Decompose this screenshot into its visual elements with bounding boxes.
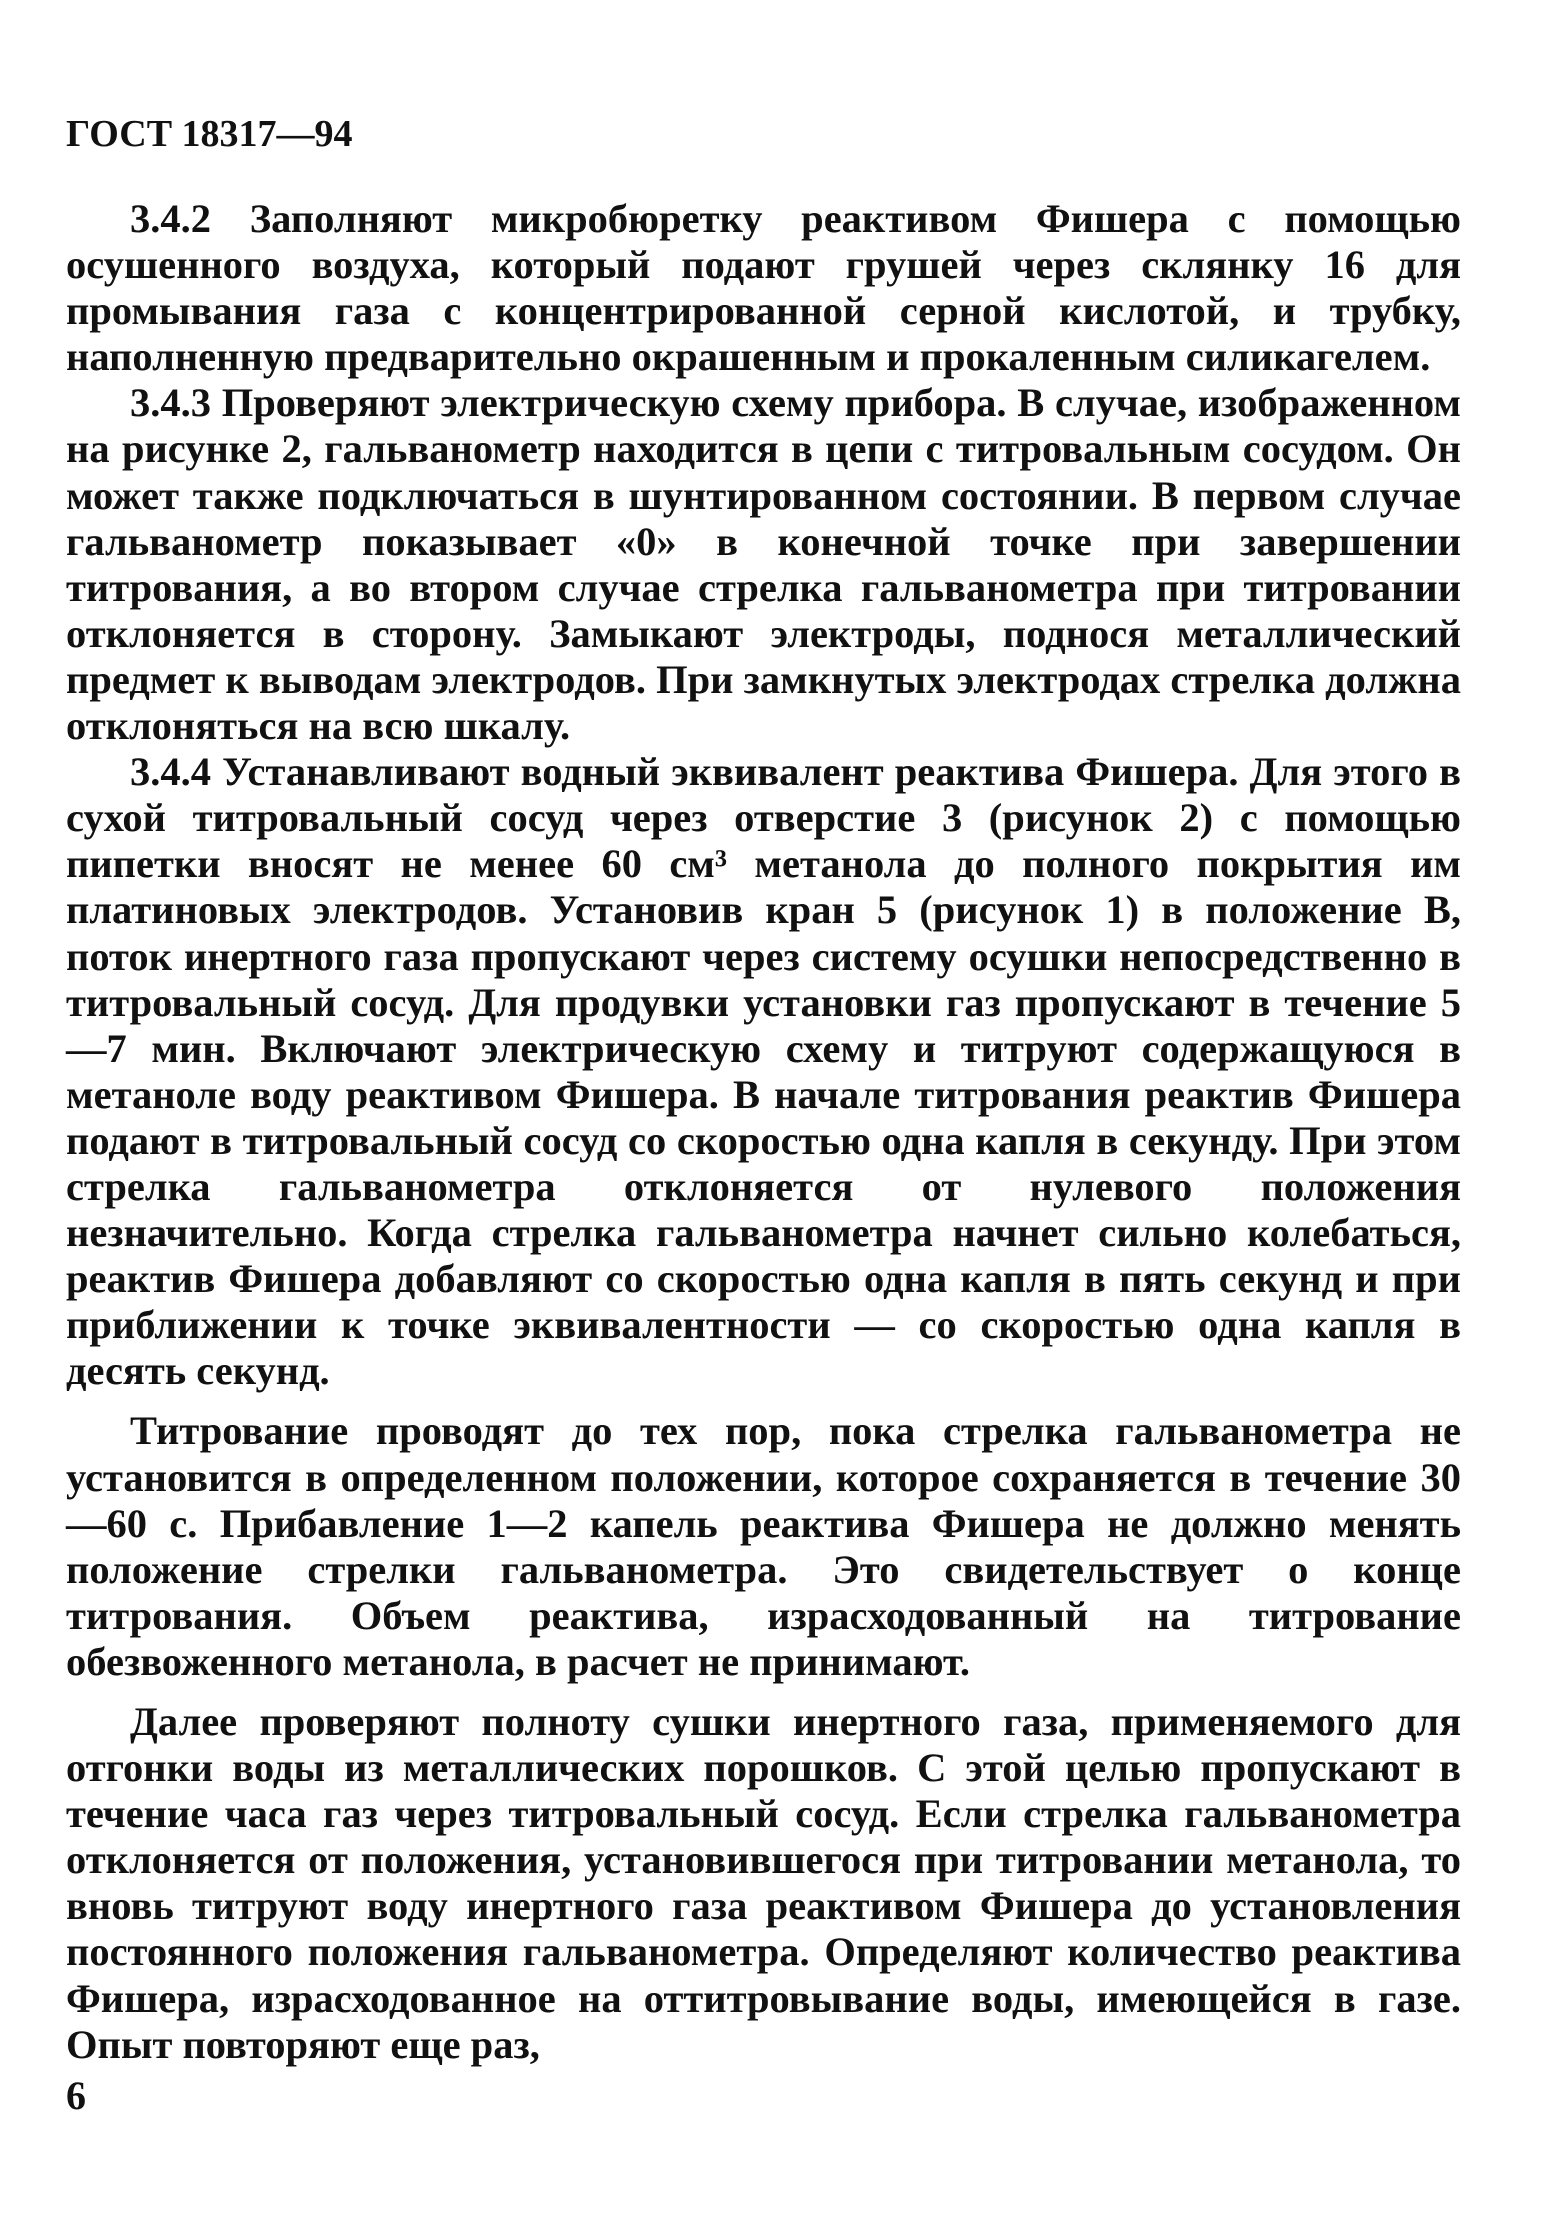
paragraph-3-4-3: 3.4.3 Проверяют электрическую схему прибора. В случае, изображенном на рисунке 2, гальванометр находится в цепи с титровальным сосудом. Он может также подключаться в шунтированном состоянии. В первом случае гальванометр показывает «0» в конечной точке при завершении титрования, а во втором случае стрелка гальванометра при титровании отклоняется в сторону. Замыкают электроды, поднося металлический предмет к выводам электродов. При замкнутых электродах стрелка должна отклоняться на всю шкалу. — [66, 380, 1461, 749]
paragraph-3-4-2: 3.4.2 Заполняют микробюретку реактивом Фишера с помощью осушенного воздуха, который подают грушей через склянку 16 для промывания газа с концентрированной серной кислотой, и трубку, наполненную предварительно окрашенным и прокаленным силикагелем. — [66, 196, 1461, 380]
paragraph-3-4-4: 3.4.4 Устанавливают водный эквивалент реактива Фишера. Для этого в сухой титровальный сосуд через отверстие 3 (рисунок 2) с помощью пипетки вносят не менее 60 см³ метанола до полного покрытия им платиновых электродов. Установив кран 5 (рисунок 1) в положение В, поток инертного газа пропускают через систему осушки непосредственно в титровальный сосуд. Для продувки установки газ пропускают в течение 5—7 мин. Включают электрическую схему и титруют содержащуюся в метаноле воду реактивом Фишера. В начале титрования реактив Фишера подают в титровальный сосуд со скоростью одна капля в секунду. При этом стрелка гальванометра отклоняется от нулевого положения незначительно. Когда стрелка гальванометра начнет сильно колебаться, реактив Фишера добавляют со скоростью одна капля в пять секунд и при приближении к точке эквивалентности — со скоростью одна капля в десять секунд. — [66, 749, 1461, 1394]
paragraph-gas-drying: Далее проверяют полноту сушки инертного газа, применяемого для отгонки воды из металлических порошков. С этой целью пропускают в течение часа газ через титровальный сосуд. Если стрелка гальванометра отклоняется от положения, установившегося при титровании метанола, то вновь титруют воду инертного газа реактивом Фишера до установления постоянного положения гальванометра. Определяют количество реактива Фишера, израсходованное на оттитровывание воды, имеющейся в газе. Опыт повторяют еще раз, — [66, 1699, 1461, 2067]
paragraph-titration: Титрование проводят до тех пор, пока стрелка гальванометра не установится в определенном положении, которое сохраняется в течение 30—60 с. Прибавление 1—2 капель реактива Фишера не должно менять положение стрелки гальванометра. Это свидетельствует о конце титрования. Объем реактива, израсходованный на титрование обезвоженного метанола, в расчет не принимают. — [66, 1408, 1461, 1684]
document-header: ГОСТ 18317—94 — [66, 113, 353, 155]
document-body — [66, 196, 1461, 2068]
page-number: 6 — [66, 2073, 86, 2118]
